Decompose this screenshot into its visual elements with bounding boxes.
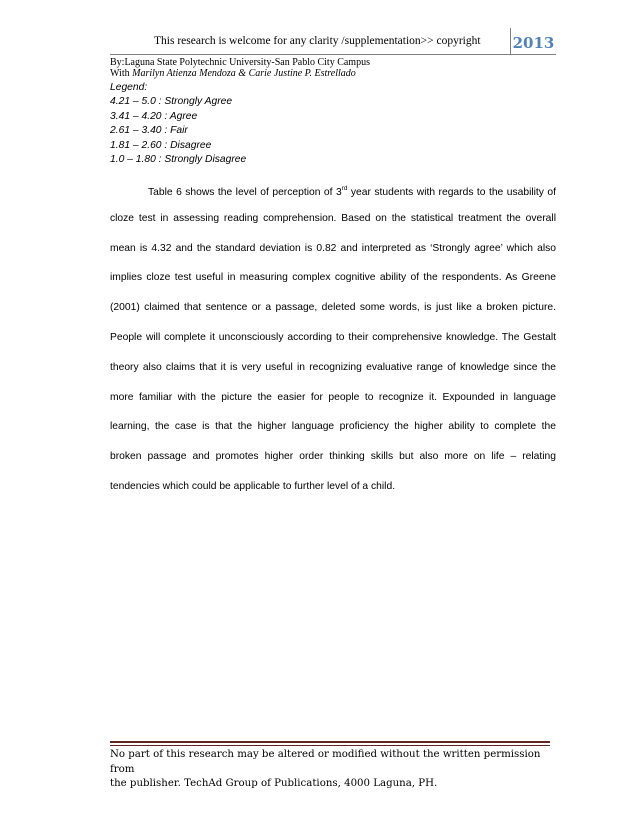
byline-institution: By:Laguna State Polytechnic University-San Pablo City Campus [110,57,370,68]
paragraph-line: (2001) claimed that sentence or a passage, deleted some words, is just like a broken picture. [110,302,556,314]
paragraph-line: implies cloze test useful in measuring complex cognitive ability of the respondents. As Greene [110,272,556,284]
legend-item: 1.0 – 1.80 : Strongly Disagree [110,154,247,166]
paragraph-text: Table 6 shows the level of perception of 3 [148,187,342,198]
footer-divider-thick [110,741,550,743]
ordinal-superscript: rd [341,185,348,192]
paragraph-line: theory also claims that it is very useful in recognizing evaluative range of knowledge since the [110,361,556,373]
body-paragraph [110,181,556,509]
legend [110,81,246,167]
legend-item: 2.61 – 3.40 : Fair [110,125,188,137]
paragraph-text: year students with regards to the usability of [347,187,556,198]
paragraph-line: mean is 4.32 and the standard deviation is 0.82 and interpreted as ‘Strongly agree’ which also [110,242,556,254]
paragraph-line: more familiar with the picture the easier for people to recognize it. Expounded in language [110,391,556,403]
page-header [110,28,556,54]
paragraph-line: tendencies which could be applicable to further level of a child. [110,480,396,492]
paragraph-line [110,181,556,211]
byline-author-names: Marilyn Atienza Mendoza & Carie Justine P. Estrellado [132,68,356,79]
paragraph-line: learning, the case is that the higher language proficiency the higher ability to complete the [110,421,556,433]
paragraph-line: People will complete it unconsciously according to their comprehensive knowledge. The Gestalt [110,331,556,343]
footer-line: the publisher. TechAd Group of Publications, 4000 Laguna, PH. [110,778,438,789]
paragraph-line: broken passage and promotes higher order thinking skills but also more on life – relating [110,451,556,463]
footer-divider-thin [110,745,550,746]
legend-item: 4.21 – 5.0 : Strongly Agree [110,96,233,108]
header-text: This research is welcome for any clarity /supplementation>> copyright [154,35,481,47]
legend-item: 3.41 – 4.20 : Agree [110,110,198,122]
footer-line: No part of this research may be altered or modified without the written permission from [110,749,541,775]
byline-with: With [110,68,133,79]
header-divider [110,54,556,55]
page-footer [110,748,560,792]
paragraph-line: cloze test in assessing reading comprehension. Based on the statistical treatment the overall [110,212,556,224]
byline [110,57,370,79]
byline-authors [110,68,370,79]
legend-title: Legend: [110,82,148,93]
header-year: 2013 [510,28,556,54]
legend-item: 1.81 – 2.60 : Disagree [110,139,212,151]
